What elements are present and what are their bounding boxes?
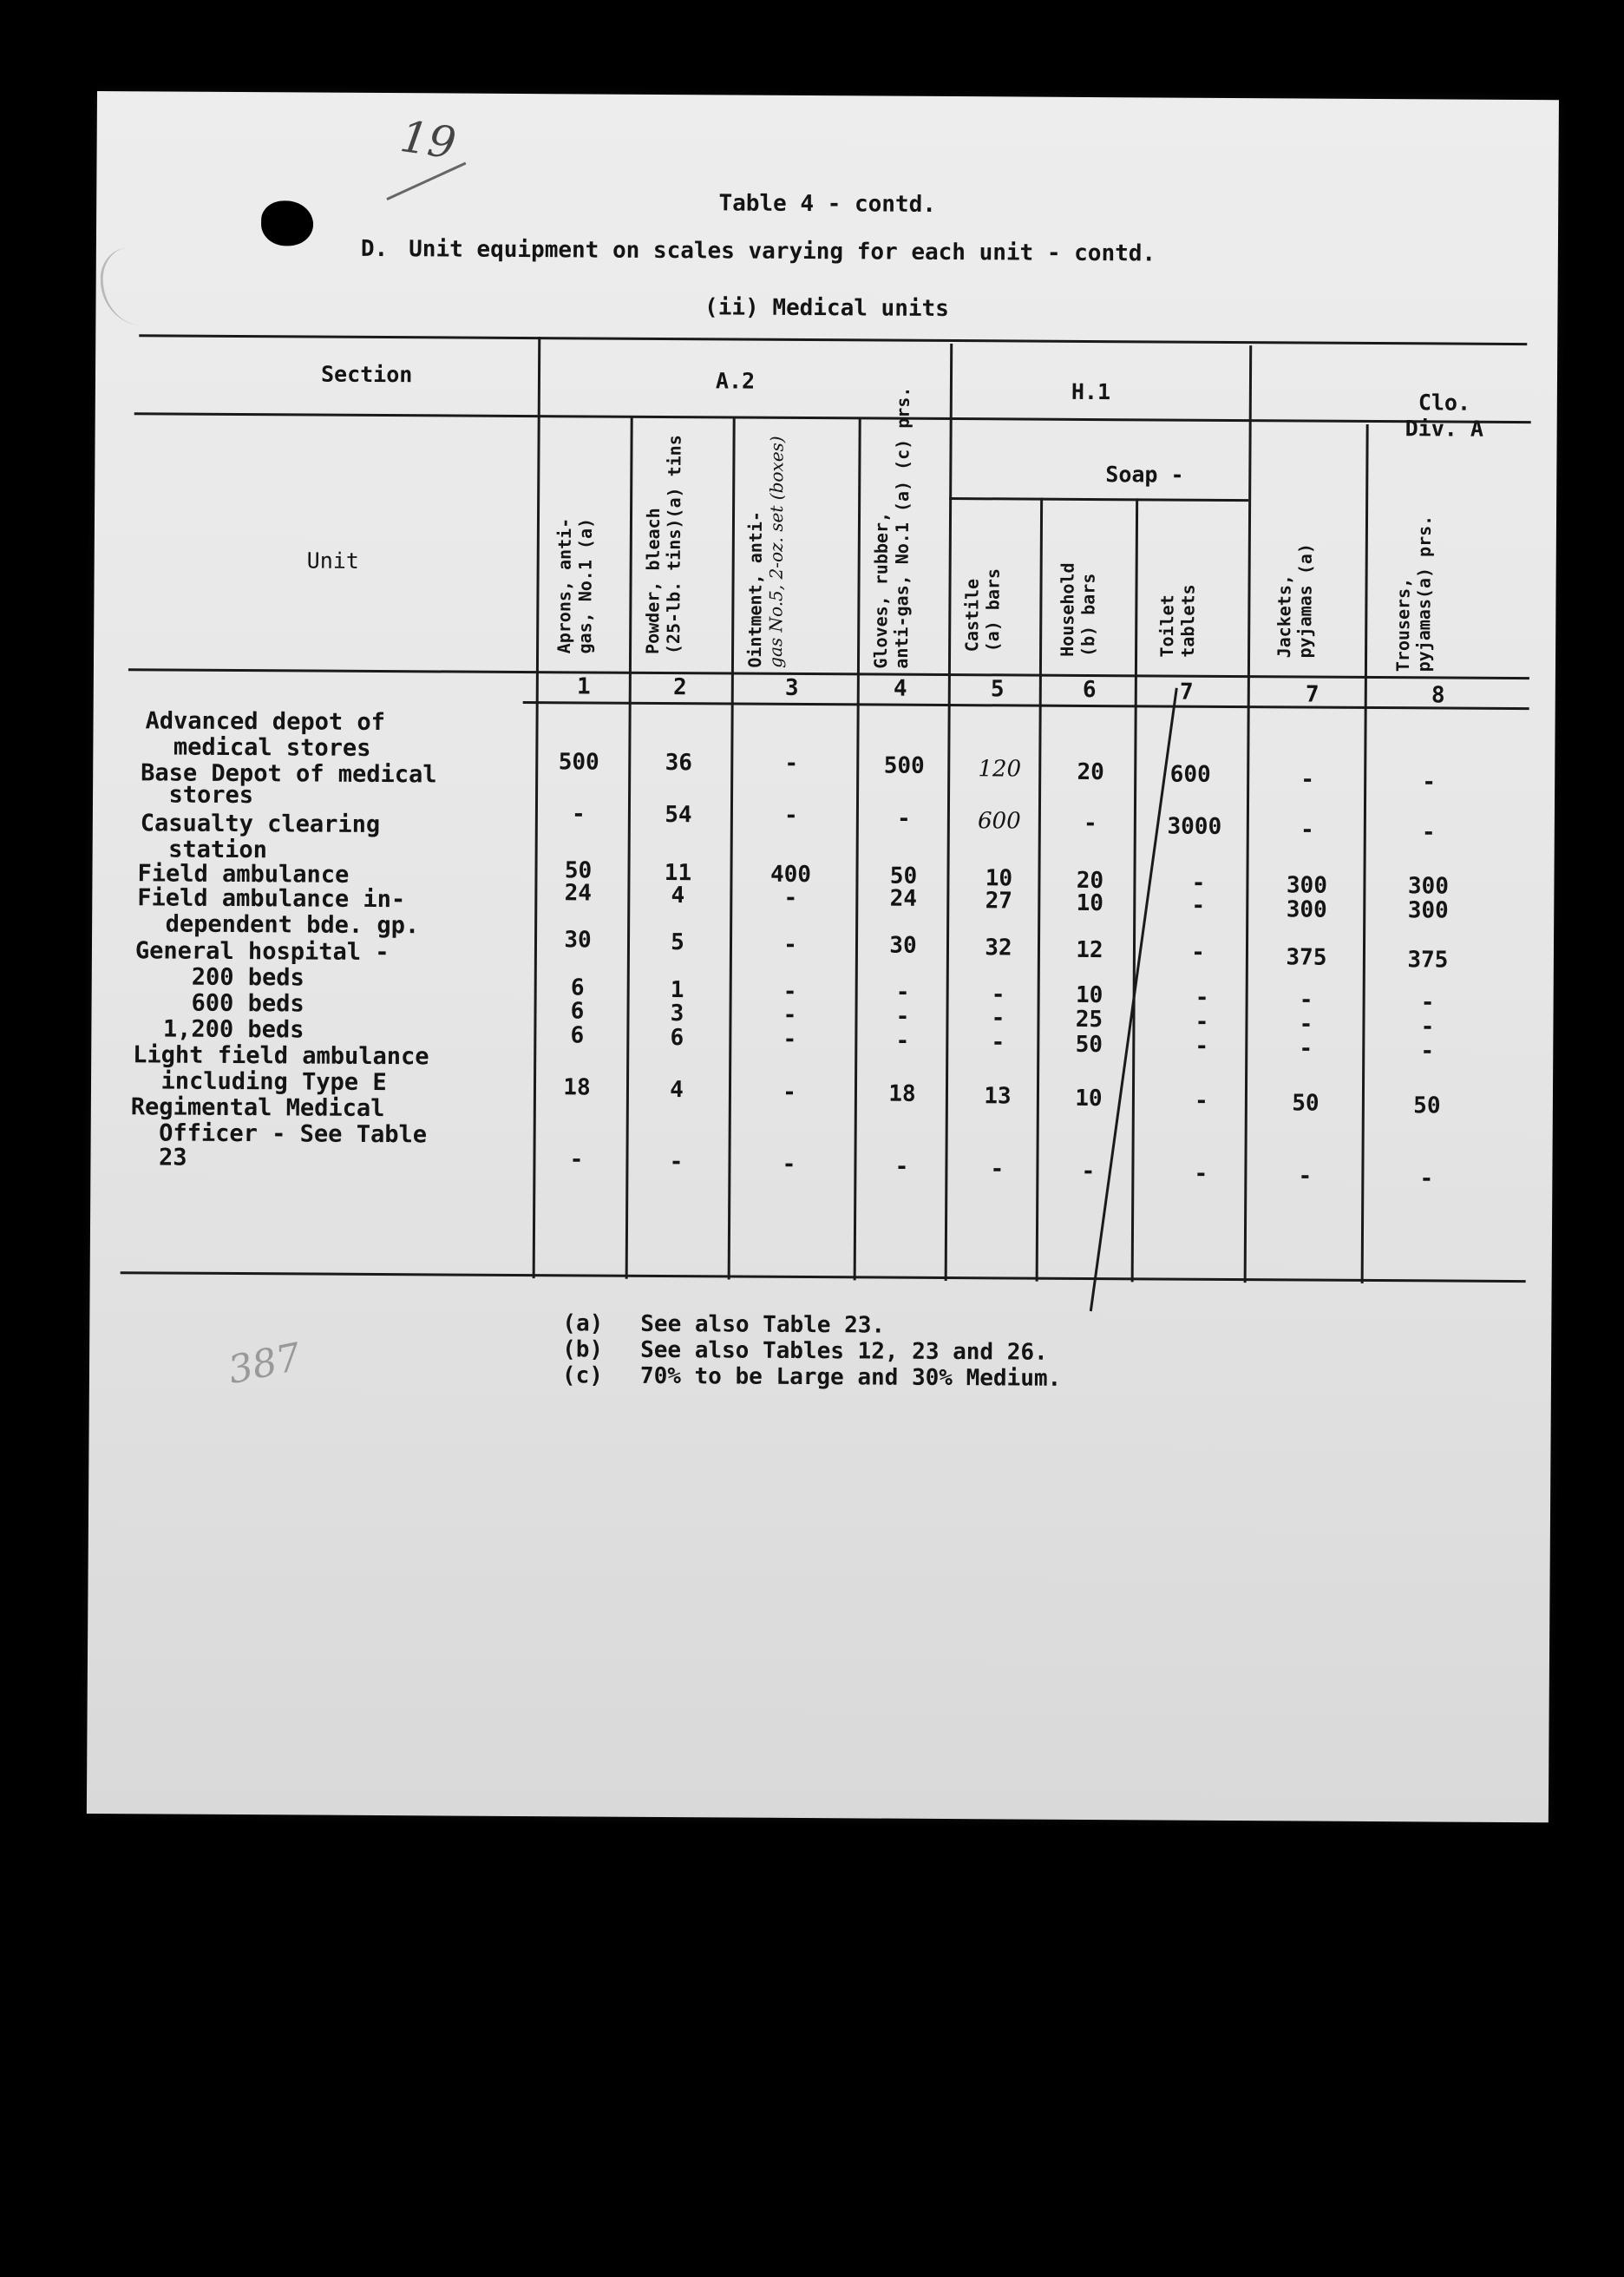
table-cell: - xyxy=(1195,1008,1209,1035)
table-cell: - xyxy=(896,805,911,832)
table-cell: - xyxy=(895,979,910,1006)
col-header-4-line1: Gloves, rubber, xyxy=(869,511,893,669)
soap-label: Soap - xyxy=(1105,462,1184,488)
table-cell: - xyxy=(1422,769,1437,796)
unit-text-line: General hospital - xyxy=(134,937,390,967)
table-cell: 4 xyxy=(671,883,685,909)
col-header-2 xyxy=(642,435,685,654)
unit-text-line: Field ambulance in- xyxy=(137,884,406,914)
col-header-9 xyxy=(1392,515,1435,673)
table-cell: - xyxy=(1191,939,1205,966)
table-cell: 25 xyxy=(1075,1006,1103,1034)
table-cell: 24 xyxy=(889,885,918,912)
unit-text-line: 200 beds xyxy=(134,963,304,992)
subsection-heading: (ii) Medical units xyxy=(704,294,949,323)
table-cell: 1 xyxy=(670,977,684,1004)
footnote-key: (a) xyxy=(562,1310,604,1337)
table-cell: 600 xyxy=(977,808,1021,835)
col-header-7-line1: Toilet xyxy=(1156,594,1178,658)
soap-rule xyxy=(949,497,1248,502)
table-cell: 50 xyxy=(1413,1093,1441,1119)
table-cell: 3000 xyxy=(1167,813,1222,840)
table-cell: 32 xyxy=(985,935,1012,961)
table-cell: 6 xyxy=(570,1022,585,1049)
table-cell: 36 xyxy=(665,750,693,777)
table-cell: - xyxy=(784,750,799,777)
table-cell: - xyxy=(991,1029,1005,1056)
col-header-7-line2: tablets xyxy=(1177,584,1199,658)
table-cell: 6 xyxy=(570,974,585,1001)
unit-text-line: dependent bde. gp. xyxy=(137,910,420,940)
footnote-text: See also Table 23. xyxy=(640,1310,886,1339)
table-cell: 600 xyxy=(1169,761,1211,788)
table-cell: 30 xyxy=(564,927,592,954)
table-cell: 10 xyxy=(1076,889,1104,917)
header-bottom-rule xyxy=(128,668,1529,679)
col-header-1-line2: gas, No.1 (a) xyxy=(574,517,597,654)
col-number-6: 6 xyxy=(1082,676,1097,704)
col-divider-2 xyxy=(728,417,736,1279)
table-cell: - xyxy=(1300,817,1314,843)
col-header-3-line2: gas No.5, 2-oz. set (boxes) xyxy=(764,436,788,668)
table-cell: - xyxy=(1420,989,1435,1016)
table-cell: 10 xyxy=(985,865,1013,892)
subtitle-letter: D. xyxy=(360,235,389,263)
table-cell: 300 xyxy=(1407,873,1450,900)
col-divider-6 xyxy=(1131,498,1139,1282)
pencil-margin-note: 387 xyxy=(224,1335,305,1394)
table-cell: 13 xyxy=(984,1083,1012,1110)
unit-text-line: Base Depot of medical xyxy=(141,759,437,789)
table-cell: 12 xyxy=(1076,936,1103,964)
unit-text-line: stores xyxy=(140,781,254,810)
table-bottom-rule xyxy=(121,1271,1526,1283)
col-number-5: 5 xyxy=(990,676,1005,703)
table-cell: 300 xyxy=(1407,897,1449,924)
section-label: Section xyxy=(320,361,413,388)
unit-text-line: Light field ambulance xyxy=(133,1041,429,1071)
unit-label: Unit xyxy=(306,548,360,574)
table-cell: 10 xyxy=(1075,981,1103,1009)
table-cell: 500 xyxy=(883,752,925,779)
table-cell: - xyxy=(1421,819,1436,846)
unit-text-line: station xyxy=(140,836,268,864)
footnote-c xyxy=(562,1362,1061,1392)
col-header-2-line1: Powder, bleach xyxy=(642,508,665,654)
table-cell: - xyxy=(1191,892,1206,919)
table-cell: 6 xyxy=(570,998,585,1025)
header-mid-rule xyxy=(134,412,1531,423)
col-number-4: 4 xyxy=(893,675,907,702)
col-header-6 xyxy=(1057,562,1099,657)
col-header-3 xyxy=(744,436,788,668)
table-cell: 50 xyxy=(889,863,918,889)
col-header-5 xyxy=(961,568,1004,653)
table-cell: 6 xyxy=(670,1025,684,1052)
col-divider-3 xyxy=(854,418,861,1280)
col-number-8: 8 xyxy=(1431,682,1445,709)
table-cell: - xyxy=(1298,1163,1313,1190)
table-cell: 50 xyxy=(1075,1031,1103,1059)
col-number-3: 3 xyxy=(784,674,799,701)
table-cell: - xyxy=(1299,987,1313,1014)
table-cell: 120 xyxy=(978,756,1022,783)
table-subtitle xyxy=(361,236,1156,267)
table-cell: - xyxy=(1081,1158,1096,1185)
table-cell: 5 xyxy=(671,929,684,956)
col-divider-7 xyxy=(1244,345,1253,1283)
table-cell: 11 xyxy=(664,860,692,887)
table-cell: - xyxy=(783,931,797,958)
table-cell: 375 xyxy=(1407,947,1449,974)
footnote-key: (c) xyxy=(561,1362,604,1389)
table-cell: 18 xyxy=(888,1080,916,1107)
table-title: Table 4 - contd. xyxy=(718,190,937,218)
table-cell: 300 xyxy=(1286,872,1328,899)
table-cell: 3 xyxy=(670,1001,684,1027)
table-cell: - xyxy=(1420,1014,1435,1040)
table-cell: 4 xyxy=(670,1077,684,1104)
col-number-7: 7 xyxy=(1179,679,1194,705)
table-cell: 54 xyxy=(665,802,692,829)
col-number-1: 1 xyxy=(576,673,591,700)
table-cell: - xyxy=(991,981,1005,1008)
col-header-1 xyxy=(553,518,596,654)
table-cell: - xyxy=(990,1156,1005,1183)
col-divider-unit xyxy=(533,337,541,1278)
col-header-3-line1: Ointment, anti- xyxy=(743,510,767,668)
footnote-b xyxy=(562,1336,1048,1365)
table-cell: - xyxy=(1191,869,1206,896)
table-cell: 20 xyxy=(1076,867,1104,895)
table-cell: - xyxy=(1194,1160,1208,1187)
table-cell: 10 xyxy=(1075,1085,1103,1112)
col-header-4-line2: anti-gas, No.1 (a) (c) prs. xyxy=(890,386,914,669)
table-cell: 27 xyxy=(985,888,1013,915)
unit-text-line: Advanced depot of xyxy=(145,707,386,737)
table-cell: 375 xyxy=(1286,944,1327,971)
subtitle-text: Unit equipment on scales varying for each unit - contd. xyxy=(409,236,1156,267)
table-cell: - xyxy=(894,1153,909,1180)
table-cell: - xyxy=(895,1003,910,1030)
table-cell: - xyxy=(1419,1165,1434,1192)
table-cell: 500 xyxy=(558,749,599,776)
unit-text-line: 1,200 beds xyxy=(134,1015,304,1044)
group-a2: A.2 xyxy=(715,368,756,394)
col-header-4 xyxy=(870,386,914,668)
footnote-text: 70% to be Large and 30% Medium. xyxy=(639,1362,1062,1392)
table-cell: - xyxy=(783,978,797,1005)
group-clo-div-a: Clo. Div. A xyxy=(1405,390,1484,442)
table-cell: - xyxy=(1194,1087,1208,1114)
col-divider-4 xyxy=(945,344,953,1281)
table-cell: - xyxy=(783,1001,797,1028)
unit-text-line: Regimental Medical xyxy=(130,1093,385,1123)
unit-text-line: medical stores xyxy=(145,733,371,762)
col-header-7 xyxy=(1156,584,1199,658)
table-cell: - xyxy=(1300,766,1315,793)
table-cell: - xyxy=(783,1079,796,1106)
table-cell: - xyxy=(1299,1035,1313,1062)
col-header-5-line1: Castile xyxy=(961,578,983,653)
table-cell: - xyxy=(895,1027,910,1054)
col-header-6-line1: Household xyxy=(1057,562,1078,657)
table-top-rule xyxy=(139,334,1527,345)
table-cell: 24 xyxy=(564,880,593,907)
table-cell: - xyxy=(783,884,798,911)
table-cell: - xyxy=(1420,1038,1435,1065)
table-cell: - xyxy=(783,802,798,829)
table-cell: - xyxy=(1195,984,1209,1011)
table-cell: 400 xyxy=(769,861,812,889)
handwritten-page-number: 19 xyxy=(396,111,460,169)
unit-text-line: Officer - See Table xyxy=(130,1119,428,1149)
table-cell: 20 xyxy=(1077,758,1104,786)
col-header-9-line1: Trousers, xyxy=(1392,577,1414,673)
table-cell: 50 xyxy=(564,857,593,884)
col-header-8 xyxy=(1274,543,1316,659)
group-h1: H.1 xyxy=(1071,378,1111,405)
table-cell: 300 xyxy=(1286,896,1327,923)
table-cell: - xyxy=(669,1149,684,1176)
col-number-2: 2 xyxy=(672,674,687,701)
table-cell: - xyxy=(1299,1011,1313,1038)
col-header-8-line2: pyjamas (a) xyxy=(1294,542,1316,659)
col-divider-5 xyxy=(1036,498,1044,1282)
table-cell: 50 xyxy=(1292,1090,1320,1117)
col-header-8-line1: Jackets, xyxy=(1274,574,1295,659)
table-cell: 30 xyxy=(889,932,917,959)
colnum-rule xyxy=(523,701,1529,710)
col-header-2-line2: (25-lb. tins)(a) tins xyxy=(663,435,685,655)
unit-text-line: 23 xyxy=(130,1144,187,1171)
col-header-6-line2: (b) bars xyxy=(1077,573,1099,658)
col-header-1-line1: Aprons, anti- xyxy=(553,517,576,654)
unit-text-line: Casualty clearing xyxy=(140,810,381,839)
footnote-a xyxy=(562,1310,885,1338)
unit-text-line: including Type E xyxy=(132,1067,387,1097)
col-divider-1 xyxy=(625,417,633,1279)
footnote-text: See also Tables 12, 23 and 26. xyxy=(640,1336,1048,1366)
table-cell: - xyxy=(569,1146,584,1173)
table-cell: 18 xyxy=(563,1074,591,1101)
col-header-9-line2: pyjamas(a) prs. xyxy=(1412,515,1436,673)
col-divider-8 xyxy=(1361,424,1369,1283)
table-cell: - xyxy=(991,1005,1005,1032)
table-cell: - xyxy=(1083,810,1097,837)
col-number-7b: 7 xyxy=(1305,681,1320,708)
unit-text-line: 600 beds xyxy=(134,989,304,1018)
footnote-key: (b) xyxy=(562,1336,604,1363)
table-cell: - xyxy=(1195,1033,1209,1060)
document-page xyxy=(87,91,1559,1822)
table-cell: - xyxy=(783,1026,797,1053)
col-header-5-line2: (a) bars xyxy=(982,568,1004,653)
table-cell: - xyxy=(782,1151,796,1178)
table-cell: - xyxy=(571,801,586,828)
unit-text-line: Field ambulance xyxy=(137,860,350,889)
